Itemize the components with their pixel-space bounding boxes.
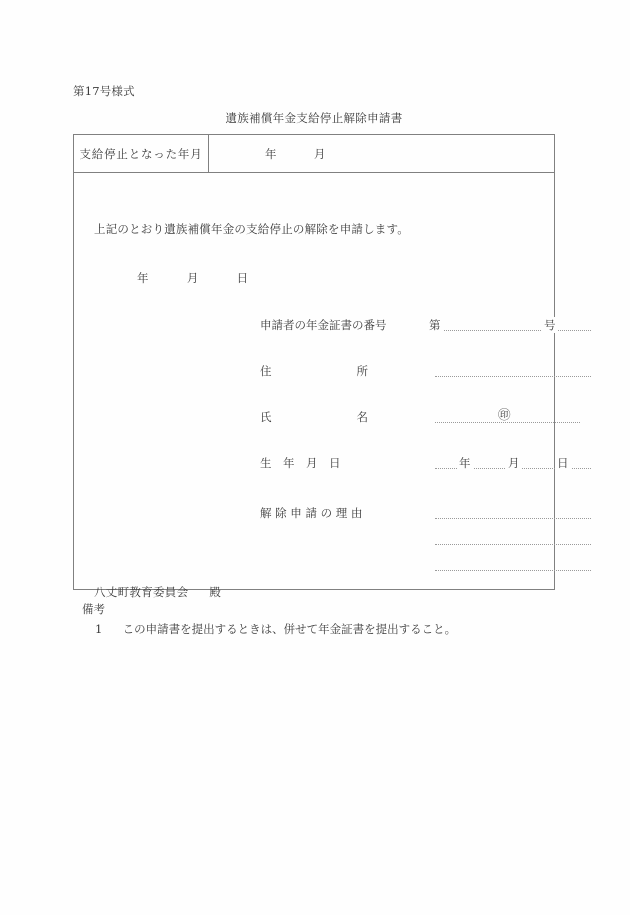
- submission-year-mark: 年: [137, 271, 149, 285]
- suspension-year-mark: 年: [265, 146, 277, 161]
- addressee: [94, 584, 221, 600]
- suspension-month-mark: 月: [313, 146, 326, 161]
- suspension-period-value: [265, 146, 325, 162]
- seal-icon: ㊞: [498, 407, 511, 422]
- name-label-start: 氏: [260, 410, 272, 424]
- address-label-end: 所: [356, 364, 368, 378]
- submission-month-mark: 月: [186, 271, 199, 285]
- pension-number-label: 申請者の年金証書の番号: [260, 318, 387, 332]
- submission-date-line[interactable]: [137, 270, 248, 286]
- table-row: [74, 135, 554, 173]
- pension-number-input-line-2[interactable]: [556, 330, 591, 331]
- form-table: [73, 134, 569, 599]
- form-body: [74, 173, 569, 599]
- submission-day-mark: 日: [236, 271, 249, 285]
- remarks-item-text: この申請書を提出するときは、併せて年金証書を提出すること。: [122, 622, 457, 636]
- suspension-period-value-cell[interactable]: [209, 135, 554, 172]
- application-statement: 上記のとおり遺族補償年金の支給停止の解除を申請します。: [94, 222, 409, 236]
- reason-label: 解 除 申 請 の 理 由: [260, 506, 363, 520]
- form-number: 第17号様式: [73, 84, 135, 98]
- pension-number-prefix: 第: [429, 318, 441, 332]
- reason-input-line-2[interactable]: [435, 544, 591, 545]
- birth-year-mark: 年: [459, 456, 471, 470]
- name-input-line[interactable]: [435, 422, 580, 423]
- document-title: 遺族補償年金支給停止解除申請書: [225, 111, 403, 125]
- name-label: [260, 409, 368, 425]
- pension-number-suffix: 号: [544, 318, 556, 332]
- name-label-end: 名: [356, 410, 368, 424]
- address-label: [260, 363, 368, 379]
- address-input-line[interactable]: [435, 376, 591, 377]
- addressee-honorific: 殿: [209, 585, 222, 599]
- reason-input-line-3[interactable]: [435, 570, 591, 571]
- addressee-name: 八丈町教育委員会: [94, 585, 189, 599]
- reason-input-line-1[interactable]: [435, 518, 591, 519]
- birth-date-label: 生 年 月 日: [260, 456, 341, 470]
- birth-month-mark: 月: [508, 456, 520, 470]
- birth-day-mark: 日: [557, 456, 569, 470]
- suspension-period-label: 支給停止となった年月: [79, 146, 203, 161]
- address-label-start: 住: [260, 364, 272, 378]
- pension-number-input-line-1[interactable]: [435, 330, 543, 331]
- remarks-title: 備考: [82, 602, 105, 616]
- suspension-period-label-cell: [74, 135, 209, 172]
- remarks-item-number: 1: [95, 622, 103, 636]
- remarks-item: [95, 621, 456, 637]
